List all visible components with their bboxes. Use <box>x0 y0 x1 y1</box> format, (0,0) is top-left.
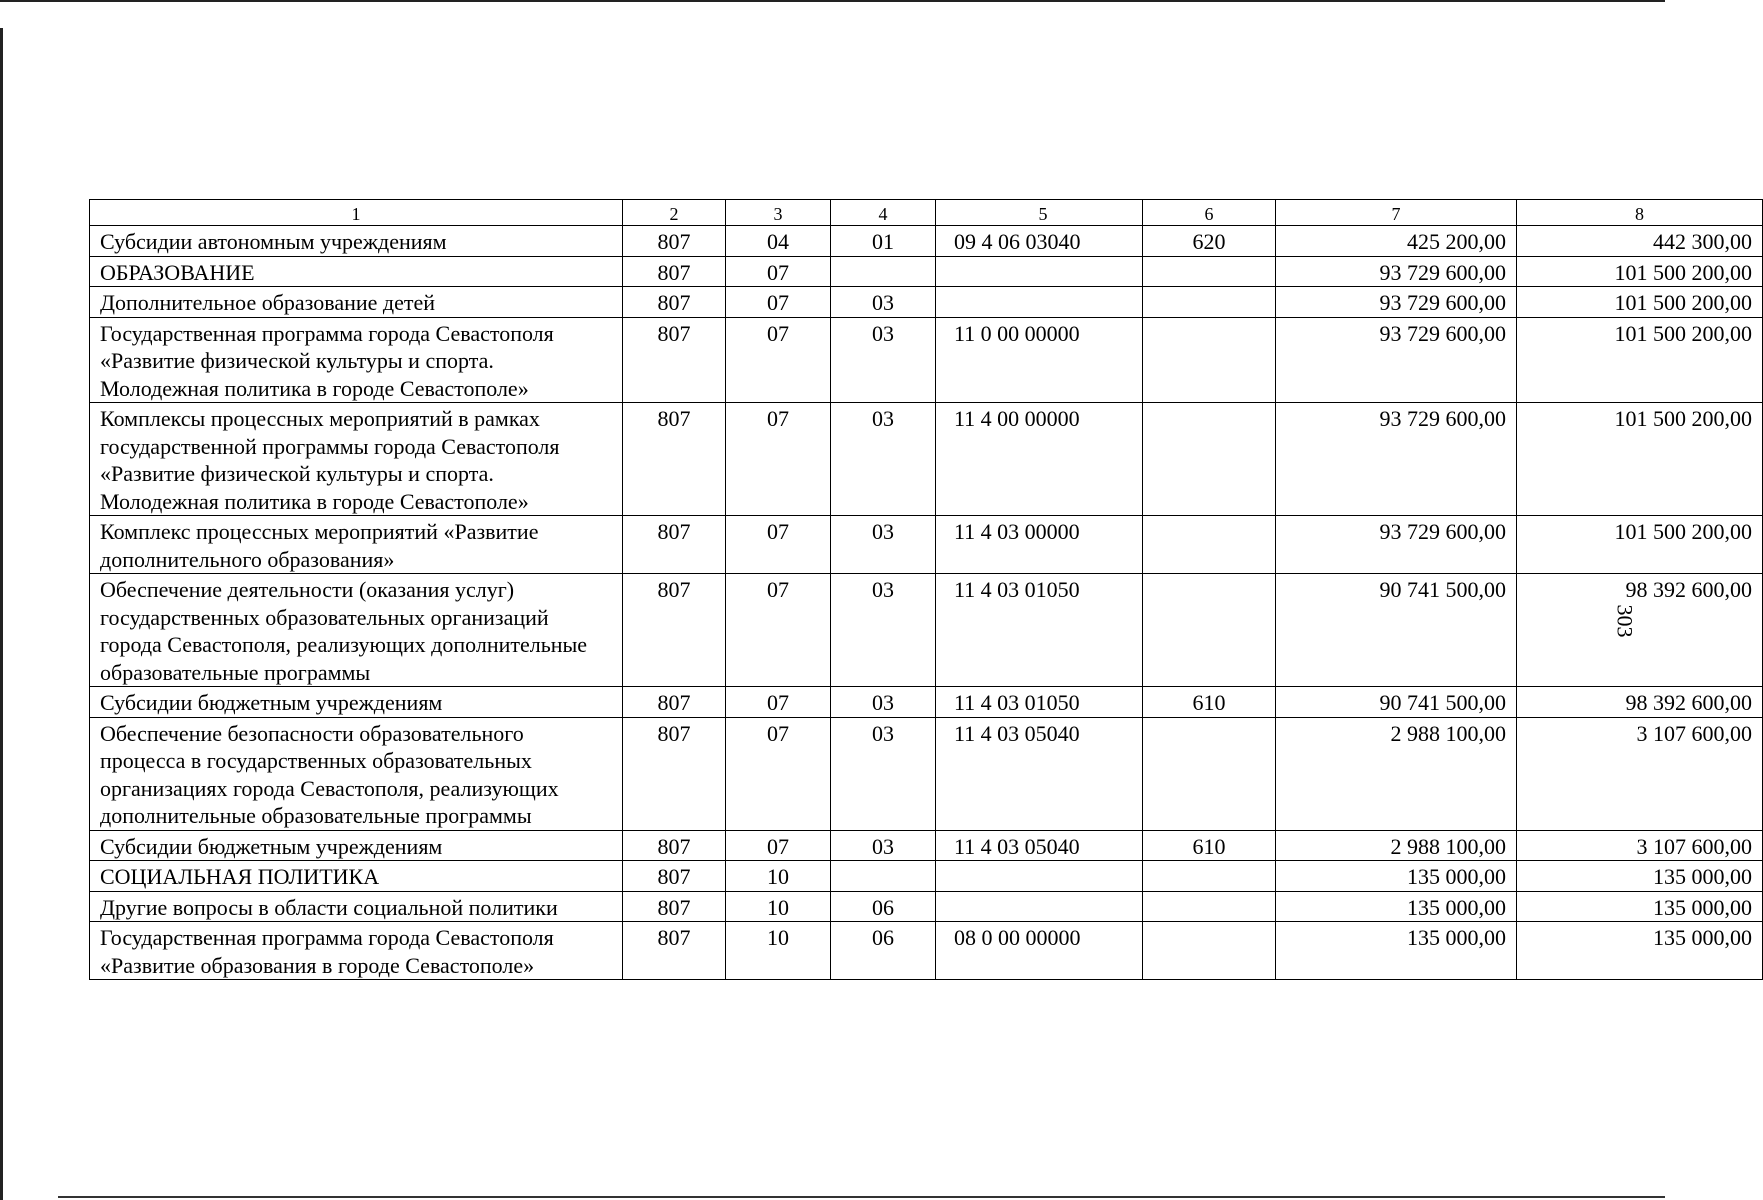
col8-amount-cell: 98 392 600,00 <box>1517 574 1763 687</box>
col5-cell <box>936 891 1143 922</box>
col4-cell: 03 <box>831 317 936 403</box>
row-name-cell: Субсидии автономным учреждениям <box>90 226 623 257</box>
col7-amount-cell: 93 729 600,00 <box>1276 317 1517 403</box>
col7-amount-cell: 90 741 500,00 <box>1276 687 1517 718</box>
table-row <box>90 403 1763 516</box>
col3-cell: 07 <box>726 317 831 403</box>
col4-cell: 03 <box>831 403 936 516</box>
col8-amount-cell: 135 000,00 <box>1517 861 1763 892</box>
header-cell: 4 <box>831 200 936 226</box>
col3-cell: 07 <box>726 256 831 287</box>
col7-amount-cell: 135 000,00 <box>1276 922 1517 980</box>
col4-cell: 03 <box>831 516 936 574</box>
col4-cell: 01 <box>831 226 936 257</box>
col7-amount-cell: 135 000,00 <box>1276 891 1517 922</box>
row-name-cell: Субсидии бюджетным учреждениям <box>90 830 623 861</box>
col7-amount-cell: 93 729 600,00 <box>1276 403 1517 516</box>
col7-amount-cell: 93 729 600,00 <box>1276 287 1517 318</box>
row-name-cell: Государственная программа города Севастополя «Развитие образования в городе Севастополе» <box>90 922 623 980</box>
col4-cell <box>831 256 936 287</box>
col8-amount-cell: 442 300,00 <box>1517 226 1763 257</box>
col2-cell: 807 <box>623 922 726 980</box>
col5-cell <box>936 256 1143 287</box>
col3-cell: 04 <box>726 226 831 257</box>
budget-table-body <box>90 200 1763 980</box>
col2-cell: 807 <box>623 717 726 830</box>
col4-cell: 03 <box>831 574 936 687</box>
col7-amount-cell: 2 988 100,00 <box>1276 830 1517 861</box>
col8-amount-cell: 101 500 200,00 <box>1517 287 1763 318</box>
row-name-cell: СОЦИАЛЬНАЯ ПОЛИТИКА <box>90 861 623 892</box>
col7-amount-cell: 93 729 600,00 <box>1276 516 1517 574</box>
col3-cell: 07 <box>726 403 831 516</box>
col4-cell: 03 <box>831 717 936 830</box>
col4-cell: 06 <box>831 891 936 922</box>
col2-cell: 807 <box>623 317 726 403</box>
table-row <box>90 226 1763 257</box>
col5-cell <box>936 287 1143 318</box>
col8-amount-cell: 3 107 600,00 <box>1517 717 1763 830</box>
col8-amount-cell: 98 392 600,00 <box>1517 687 1763 718</box>
col5-cell: 08 0 00 00000 <box>936 922 1143 980</box>
col6-cell <box>1143 861 1276 892</box>
col3-cell: 07 <box>726 287 831 318</box>
col5-cell: 11 4 03 05040 <box>936 830 1143 861</box>
col2-cell: 807 <box>623 687 726 718</box>
col5-cell <box>936 861 1143 892</box>
table-row <box>90 516 1763 574</box>
table-row <box>90 922 1763 980</box>
table-row <box>90 687 1763 718</box>
table-header-row <box>90 200 1763 226</box>
row-name-cell: Комплекс процессных мероприятий «Развитие дополнительного образования» <box>90 516 623 574</box>
col7-amount-cell: 135 000,00 <box>1276 861 1517 892</box>
col3-cell: 10 <box>726 891 831 922</box>
col4-cell: 03 <box>831 687 936 718</box>
table-row <box>90 256 1763 287</box>
header-cell: 1 <box>90 200 623 226</box>
col8-amount-cell: 101 500 200,00 <box>1517 403 1763 516</box>
col2-cell: 807 <box>623 861 726 892</box>
table-row <box>90 830 1763 861</box>
col2-cell: 807 <box>623 226 726 257</box>
col6-cell <box>1143 516 1276 574</box>
row-name-cell: Обеспечение деятельности (оказания услуг) государственных образовательных организаций города Севастополя, реализующих дополнительные образовательные программы <box>90 574 623 687</box>
col8-amount-cell: 101 500 200,00 <box>1517 256 1763 287</box>
table-row <box>90 861 1763 892</box>
col6-cell <box>1143 256 1276 287</box>
header-cell: 8 <box>1517 200 1763 226</box>
col7-amount-cell: 2 988 100,00 <box>1276 717 1517 830</box>
col7-amount-cell: 90 741 500,00 <box>1276 574 1517 687</box>
col8-amount-cell: 135 000,00 <box>1517 922 1763 980</box>
row-name-cell: Комплексы процессных мероприятий в рамках государственной программы города Севастополя «Развитие физической культуры и спорта. Молодежная политика в городе Севастополе» <box>90 403 623 516</box>
row-name-cell: Обеспечение безопасности образовательного процесса в государственных образовательных организациях города Севастополя, реализующих дополнительные образовательные программы <box>90 717 623 830</box>
row-name-cell: ОБРАЗОВАНИЕ <box>90 256 623 287</box>
col6-cell <box>1143 574 1276 687</box>
row-name-cell: Дополнительное образование детей <box>90 287 623 318</box>
col2-cell: 807 <box>623 516 726 574</box>
row-name-cell: Другие вопросы в области социальной политики <box>90 891 623 922</box>
col5-cell: 09 4 06 03040 <box>936 226 1143 257</box>
col6-cell <box>1143 403 1276 516</box>
col4-cell: 06 <box>831 922 936 980</box>
col5-cell: 11 4 03 05040 <box>936 717 1143 830</box>
col6-cell: 610 <box>1143 830 1276 861</box>
header-cell: 7 <box>1276 200 1517 226</box>
col3-cell: 10 <box>726 861 831 892</box>
col6-cell <box>1143 287 1276 318</box>
col2-cell: 807 <box>623 403 726 516</box>
header-cell: 5 <box>936 200 1143 226</box>
col2-cell: 807 <box>623 830 726 861</box>
col7-amount-cell: 93 729 600,00 <box>1276 256 1517 287</box>
col3-cell: 07 <box>726 830 831 861</box>
col5-cell: 11 4 03 00000 <box>936 516 1143 574</box>
top-border-line <box>0 0 1665 2</box>
col6-cell <box>1143 891 1276 922</box>
col2-cell: 807 <box>623 256 726 287</box>
col7-amount-cell: 425 200,00 <box>1276 226 1517 257</box>
page-number: 303 <box>1612 604 1638 638</box>
table-row <box>90 574 1763 687</box>
col8-amount-cell: 135 000,00 <box>1517 891 1763 922</box>
col2-cell: 807 <box>623 891 726 922</box>
col8-amount-cell: 3 107 600,00 <box>1517 830 1763 861</box>
header-cell: 6 <box>1143 200 1276 226</box>
col5-cell: 11 0 00 00000 <box>936 317 1143 403</box>
col8-amount-cell: 101 500 200,00 <box>1517 317 1763 403</box>
header-cell: 3 <box>726 200 831 226</box>
row-name-cell: Субсидии бюджетным учреждениям <box>90 687 623 718</box>
table-row <box>90 287 1763 318</box>
col8-amount-cell: 101 500 200,00 <box>1517 516 1763 574</box>
col5-cell: 11 4 03 01050 <box>936 687 1143 718</box>
col3-cell: 07 <box>726 687 831 718</box>
header-cell: 2 <box>623 200 726 226</box>
col5-cell: 11 4 00 00000 <box>936 403 1143 516</box>
col6-cell: 620 <box>1143 226 1276 257</box>
col6-cell <box>1143 317 1276 403</box>
col4-cell: 03 <box>831 830 936 861</box>
budget-table <box>89 199 1763 980</box>
col4-cell <box>831 861 936 892</box>
table-row <box>90 891 1763 922</box>
col3-cell: 07 <box>726 516 831 574</box>
table-row <box>90 717 1763 830</box>
row-name-cell: Государственная программа города Севастополя «Развитие физической культуры и спорта. Молодежная политика в городе Севастополе» <box>90 317 623 403</box>
col3-cell: 10 <box>726 922 831 980</box>
col5-cell: 11 4 03 01050 <box>936 574 1143 687</box>
col3-cell: 07 <box>726 717 831 830</box>
col3-cell: 07 <box>726 574 831 687</box>
col4-cell: 03 <box>831 287 936 318</box>
col6-cell <box>1143 922 1276 980</box>
col6-cell <box>1143 717 1276 830</box>
left-border-line <box>0 28 3 1200</box>
col6-cell: 610 <box>1143 687 1276 718</box>
col2-cell: 807 <box>623 574 726 687</box>
bottom-border-line <box>58 1196 1665 1198</box>
table-row <box>90 317 1763 403</box>
col2-cell: 807 <box>623 287 726 318</box>
